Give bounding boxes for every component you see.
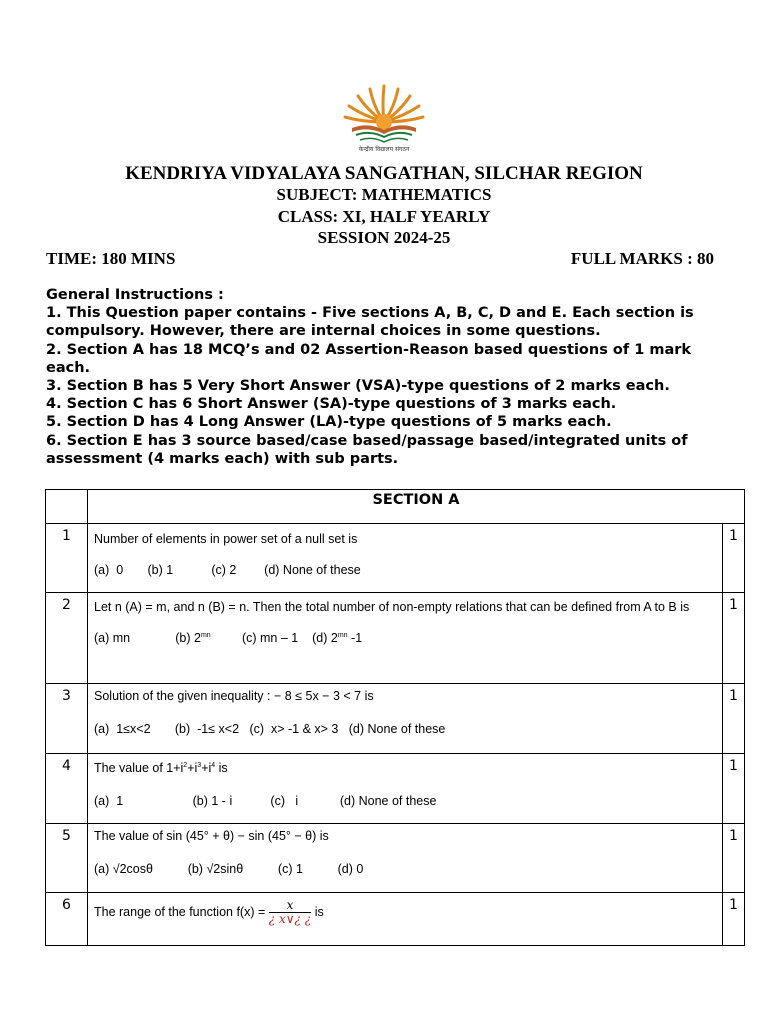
question-body	[88, 893, 723, 946]
question-row	[46, 824, 745, 893]
question-text: The value of sin (45° + θ) − sin (45° − θ) is	[94, 829, 329, 843]
empty-cell	[46, 490, 88, 524]
question-text-part: The range of the function f(x) =	[94, 904, 269, 919]
question-row	[46, 754, 745, 824]
instruction-item: 4. Section C has 6 Short Answer (SA)-type questions of 3 marks each.	[46, 396, 617, 413]
general-instructions	[46, 286, 736, 468]
question-marks: 1	[723, 684, 745, 754]
option-text: (c) mn – 1 (d) 2	[210, 631, 338, 645]
fraction	[269, 899, 311, 926]
section-header-row	[46, 490, 745, 524]
instruction-item: 2. Section A has 18 MCQ’s and 02 Assertion-Reason based questions of 1 mark each.	[46, 341, 692, 376]
question-text	[94, 899, 716, 926]
question-text-part: is	[311, 904, 324, 919]
instruction-item: 6. Section E has 3 source based/case based/passage based/integrated units of assessment (4 marks each) with sub parts.	[46, 432, 688, 467]
question-text: Number of elements in power set of a null set is	[94, 532, 358, 546]
question-body	[88, 754, 723, 824]
fraction-numerator: x	[269, 899, 311, 913]
option-text: (a) mn (b) 2	[94, 631, 201, 645]
question-text-part: +i	[201, 761, 212, 775]
question-body	[88, 593, 723, 684]
session-line: SESSION 2024-25	[317, 228, 451, 247]
question-marks: 1	[723, 754, 745, 824]
option-superscript: mn	[200, 632, 211, 639]
question-marks: 1	[723, 824, 745, 893]
option-superscript: mn	[337, 632, 348, 639]
question-body	[88, 524, 723, 593]
question-row	[46, 684, 745, 754]
instruction-item: 3. Section B has 5 Very Short Answer (VSA)-type questions of 2 marks each.	[46, 378, 670, 395]
instructions-title: General Instructions :	[46, 287, 224, 303]
exponent: 2	[183, 762, 188, 769]
option-text: -1	[347, 631, 363, 645]
question-number: 5	[46, 824, 88, 893]
question-text: Solution of the given inequality : − 8 ≤ 5x − 3 < 7 is	[94, 689, 374, 703]
section-a-table	[45, 489, 745, 946]
question-row	[46, 524, 745, 593]
question-options: (a) 0 (b) 1 (c) 2 (d) None of these	[94, 563, 361, 577]
exponent: 3	[197, 762, 202, 769]
question-options	[94, 631, 716, 645]
question-number: 3	[46, 684, 88, 754]
question-number: 6	[46, 893, 88, 946]
class-line: CLASS: XI, HALF YEARLY	[277, 207, 491, 226]
question-row	[46, 893, 745, 946]
logo-caption: केन्द्रीय विद्यालय संगठन	[358, 146, 410, 153]
question-text	[94, 757, 716, 777]
subject-line: SUBJECT: MATHEMATICS	[276, 185, 492, 204]
question-options: (a) √2cosθ (b) √2sinθ (c) 1 (d) 0	[94, 862, 364, 876]
question-body	[88, 684, 723, 754]
question-marks: 1	[723, 593, 745, 684]
question-body	[88, 824, 723, 893]
exponent: 4	[211, 762, 216, 769]
instruction-item: 1. This Question paper contains - Five sections A, B, C, D and E. Each section is compulsory. However, there are internal choices in some questions.	[46, 305, 694, 340]
instruction-item: 5. Section D has 4 Long Answer (LA)-type questions of 5 marks each.	[46, 414, 612, 431]
fraction-denominator: ¿ x∨¿ ¿	[268, 912, 312, 926]
question-text: Let n (A) = m, and n (B) = n. Then the total number of non-empty relations that can be defined from A to B is	[94, 600, 690, 614]
question-text-part: +i	[187, 761, 198, 775]
question-marks: 1	[723, 893, 745, 946]
question-number: 2	[46, 593, 88, 684]
question-text-part: The value of 1+i	[94, 761, 184, 775]
organization-title: KENDRIYA VIDYALAYA SANGATHAN, SILCHAR REGION	[125, 163, 643, 184]
question-row	[46, 593, 745, 684]
question-number: 1	[46, 524, 88, 593]
question-text-part: is	[215, 761, 228, 775]
full-marks: FULL MARKS : 80	[570, 249, 714, 268]
question-number: 4	[46, 754, 88, 824]
question-options: (a) 1≤x<2 (b) -1≤ x<2 (c) x> -1 & x> 3 (d) None of these	[94, 722, 446, 736]
question-options: (a) 1 (b) 1 - i (c) i (d) None of these	[94, 794, 437, 808]
question-marks: 1	[723, 524, 745, 593]
time-allowed: TIME: 180 MINS	[46, 249, 176, 268]
kvs-logo	[338, 78, 430, 154]
section-title: SECTION A	[88, 490, 745, 524]
